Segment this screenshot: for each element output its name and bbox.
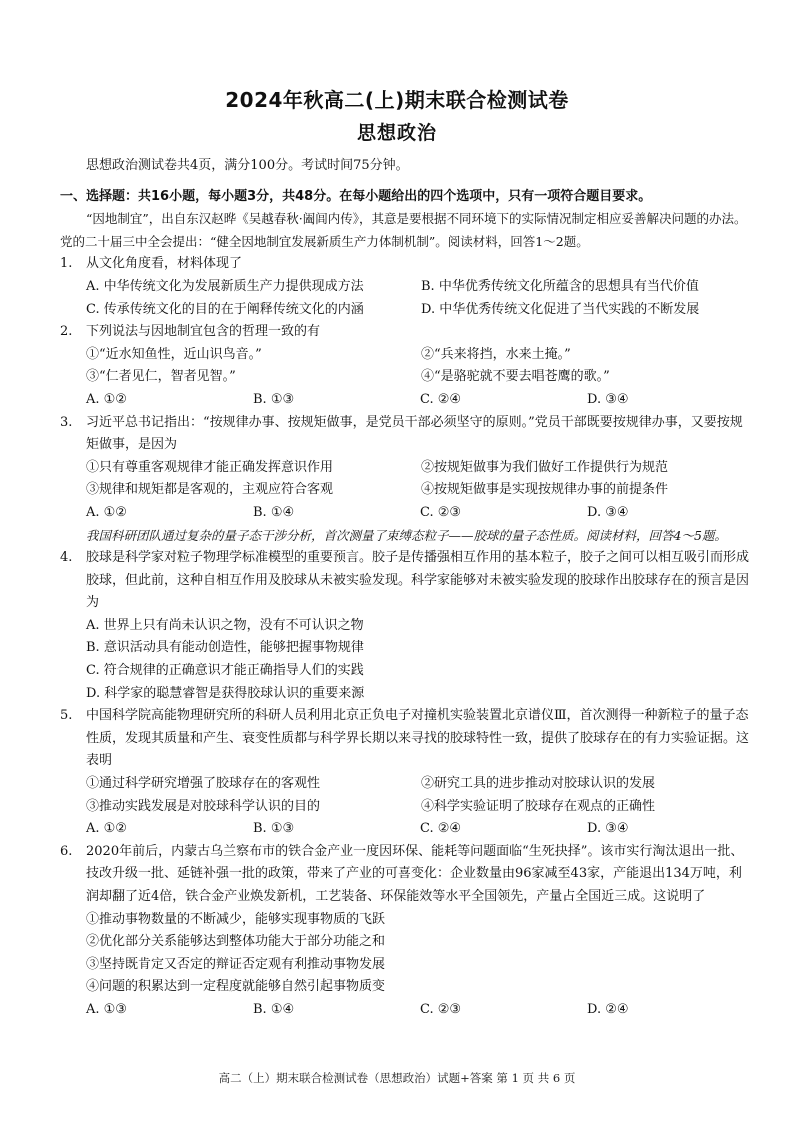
statement-4: ④科学实验证明了胶球存在观点的正确性 [421, 798, 656, 814]
question-4 [60, 547, 750, 705]
subject-title: 思想政治 [356, 122, 437, 144]
option-b[interactable]: B. ①③ [253, 821, 295, 837]
option-a[interactable]: A. ①② [86, 821, 127, 837]
question-stem: 胶球是科学家对粒子物理学标准模型的重要预言。胶子是传播强相互作用的基本粒子，胶子之间可以相互吸引而形成胶球，但此前，这种自相互作用及胶球从未被实验发现。科学家能够对未被实验发现的胶球作出胶球存在的预言是因为 [86, 550, 750, 611]
option-b[interactable]: B. ①③ [253, 391, 295, 407]
statement-2: ②优化部分关系能够达到整体功能大于部分功能之和 [86, 934, 386, 950]
question-5 [60, 705, 750, 841]
question-number: 2. [60, 324, 73, 340]
question-stem: 中国科学院高能物理研究所的科研人员利用北京正负电子对撞机实验装置北京谱仪Ⅲ，首次测得一种新粒子的量子态性质，发现其质量和产生、衰变性质都与科学界长期以来寻找的胶球特性一致，提供了胶球存在的有力实验证据。这表明 [86, 708, 750, 769]
question-number: 1. [60, 256, 73, 272]
exam-intro: 思想政治测试卷共4页，满分100分。考试时间75分钟。 [86, 158, 409, 173]
question-number: 6. [60, 843, 73, 859]
page-footer: 高二（上）期末联合检测试卷（思想政治）试题+答案 第 1 页 共 6 页 [218, 1071, 576, 1085]
option-a[interactable]: A. 中华传统文化为发展新质生产力提供现成方法 [86, 278, 364, 294]
option-a[interactable]: A. 世界上只有尚未认识之物，没有不可认识之物 [86, 617, 364, 633]
option-d[interactable]: D. 科学家的聪慧睿智是获得胶球认识的重要来源 [86, 685, 365, 701]
statement-3: ③“仁者见仁，智者见智。” [86, 369, 236, 385]
option-b[interactable]: B. 意识活动具有能动创造性，能够把握事物规律 [86, 640, 364, 656]
question-3 [60, 412, 750, 525]
option-b[interactable]: B. ①④ [253, 1001, 295, 1017]
question-stem: 下列说法与因地制宜包含的哲理一致的有 [86, 324, 321, 340]
statement-2: ②“兵来将挡，水来土掩。” [421, 346, 571, 362]
statement-3: ③规律和规矩都是客观的，主观应符合客观 [86, 482, 334, 498]
option-c[interactable]: C. ②④ [420, 391, 462, 407]
statement-2: ②研究工具的进步推动对胶球认识的发展 [421, 776, 656, 792]
statement-1: ①“近水知鱼性，近山识鸟音。” [86, 346, 262, 362]
material-2: 我国科研团队通过复杂的量子态干涉分析，首次测量了束缚态粒子——胶球的量子态性质。阅读材料，回答4～5题。 [86, 527, 727, 543]
statement-4: ④问题的积累达到一定程度就能够自然引起事物质变 [86, 979, 386, 995]
question-stem: 从文化角度看，材料体现了 [86, 256, 243, 272]
option-d[interactable]: D. ③④ [587, 821, 629, 837]
exam-title: 2024年秋高二(上)期末联合检测试卷 [225, 88, 569, 112]
option-c[interactable]: C. ②③ [420, 1001, 462, 1017]
option-c[interactable]: C. 传承传统文化的目的在于阐释传统文化的内涵 [86, 301, 364, 317]
option-d[interactable]: D. ③④ [587, 504, 629, 520]
exam-content [60, 155, 750, 1022]
question-stem: 2020年前后，内蒙古乌兰察布市的铁合金产业一度因环保、能耗等问题面临“生死抉择”。该市实行淘汰退出一批、技改升级一批、延链补强一批的政策，带来了产业的可喜变化：企业数量由96家减至43家，产能退出134万吨，利润却翻了近4倍，铁合金产业焕发新机，工艺装备、环保能效等水平全国领先，产量占全国近三成。这说明了 [86, 843, 744, 904]
section-heading: 一、选择题：共16小题，每小题3分，共48分。在每小题给出的四个选项中，只有一项符合题目要求。 [60, 188, 652, 204]
option-b[interactable]: B. 中华优秀传统文化所蕴含的思想具有当代价值 [421, 278, 699, 294]
question-number: 4. [60, 550, 73, 566]
material-1: “因地制宜”，出自东汉赵晔《吴越春秋·阖闾内传》，其意是要根据不同环境下的实际情况制定相应妥善解决问题的办法。党的二十届三中全会提出：“健全因地制宜发展新质生产力体制机制”。阅读材料，回答1～2题。 [60, 211, 747, 249]
question-number: 3. [60, 414, 73, 430]
question-1 [60, 253, 750, 321]
statement-1: ①通过科学研究增强了胶球存在的客观性 [86, 776, 321, 792]
option-b[interactable]: B. ①④ [253, 504, 295, 520]
question-2 [60, 321, 750, 411]
question-number: 5. [60, 708, 73, 724]
option-c[interactable]: C. ②④ [420, 821, 462, 837]
option-d[interactable]: D. 中华优秀传统文化促进了当代实践的不断发展 [421, 301, 700, 317]
statement-4: ④“是骆驼就不要去唱苍鹰的歌。” [421, 369, 610, 385]
question-stem: 习近平总书记指出：“按规律办事、按规矩做事，是党员干部必须坚守的原则。”党员干部既要按规律办事，又要按规矩做事，是因为 [86, 414, 743, 453]
option-a[interactable]: A. ①③ [86, 1001, 127, 1017]
statement-3: ③坚持既肯定又否定的辩证否定观有利推动事物发展 [86, 956, 386, 972]
option-d[interactable]: D. ③④ [587, 391, 629, 407]
statement-4: ④按规矩做事是实现按规律办事的前提条件 [421, 482, 669, 498]
statement-3: ③推动实践发展是对胶球科学认识的目的 [86, 798, 321, 814]
question-6 [60, 841, 750, 1022]
statement-1: ①推动事物数量的不断减少，能够实现事物质的飞跃 [86, 911, 386, 927]
statement-2: ②按规矩做事为我们做好工作提供行为规范 [421, 459, 669, 475]
statement-1: ①只有尊重客观规律才能正确发挥意识作用 [86, 459, 334, 475]
option-a[interactable]: A. ①② [86, 391, 127, 407]
option-c[interactable]: C. 符合规律的正确意识才能正确指导人们的实践 [86, 663, 364, 679]
option-a[interactable]: A. ①② [86, 504, 127, 520]
option-c[interactable]: C. ②③ [420, 504, 462, 520]
option-d[interactable]: D. ②④ [587, 1001, 629, 1017]
